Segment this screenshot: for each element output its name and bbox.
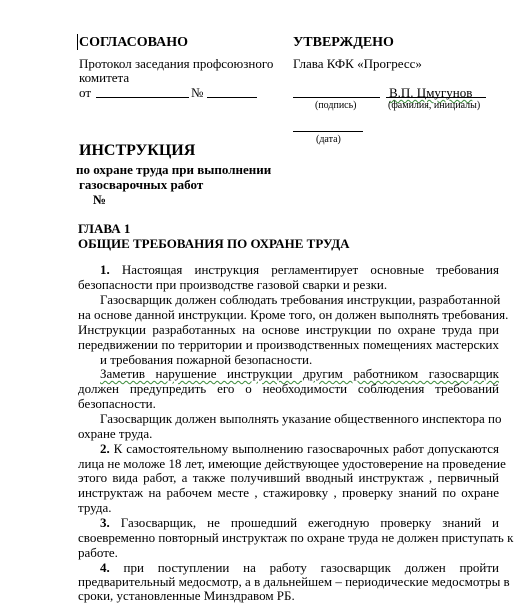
agreed-title: СОГЛАСОВАНО [79,35,188,50]
instruction-number: № [93,192,107,207]
subtitle-line-1: по охране труда при выполнении [76,162,272,177]
p6-line-3: работе. [78,545,118,560]
p3-line-2: должен предупредить его о необходимости соблюдения требований [78,381,499,396]
date-caption: (дата) [316,134,341,145]
p3-line-1: Заметив нарушение инструкции другим работником газосварщик [100,366,499,381]
p5-line-5: труда. [78,500,112,515]
signature-caption: (подпись) [315,100,357,111]
signature-line [293,97,380,98]
name-line [386,97,486,98]
from-label: от [79,85,92,100]
p6-line-2: своевременно повторный инструктаж по охране труда не должен приступать к [78,530,514,545]
text-cursor [77,34,78,50]
head-name: В.П. Цмугунов [389,85,473,100]
chapter-title: ОБЩИЕ ТРЕБОВАНИЯ ПО ОХРАНЕ ТРУДА [78,236,350,251]
p2-line-4: передвижении по территории и производственных помещениях мастерских [78,337,499,352]
chapter-label: ГЛАВА 1 [78,221,131,236]
subtitle-line-2: газосварочных работ [79,177,204,192]
head-label: Глава КФК «Прогресс» [293,56,422,71]
name-caption: (фамилия, инициалы) [388,100,481,111]
p5-line-4: инструктаж на рабочем месте , стажировку , проверку знаний по охране [78,485,499,500]
p4-line-2: охране труда. [78,426,153,441]
number-blank-line [207,97,257,98]
p5-line-1: 2. К самостоятельному выполнению газосварочных работ допускаются [100,441,500,456]
p1-line-1: 1. Настоящая инструкция регламентирует основные требования [100,262,499,277]
date-blank-line [96,97,189,98]
protocol-line-1: Протокол заседания профсоюзного [79,56,274,71]
p2-line-3: Инструкции разработанных на основе инструкции по охране труда при [78,322,499,337]
p7-line-2: предварительный медосмотр, а в дальнейшем – периодические медосмотры в [78,574,510,589]
p3-line-3: безопасности. [78,396,156,411]
number-label: № [191,85,204,100]
p4-line-1: Газосварщик должен выполнять указание общественного инспектора по [100,411,502,426]
p2-line-1: Газосварщик должен соблюдать требования инструкции, разработанной [100,292,501,307]
p7-line-3: сроки, установленные Минздравом РБ. [78,588,295,603]
p5-line-2: лица не моложе 18 лет, имеющие действующее удостоверение на проведение [78,456,506,471]
protocol-line-2: комитета [79,70,130,85]
p1-line-2: безопасности при производстве газовой сварки и резки. [78,277,388,292]
instruction-title: ИНСТРУКЦИЯ [79,142,196,159]
p7-line-1: 4. при поступлении на работу газосварщик должен пройти [100,560,499,575]
approved-title: УТВЕРЖДЕНО [293,35,394,50]
p6-line-1: 3. Газосварщик, не прошедший ежегодную проверку знаний и [100,515,499,530]
p5-line-3: этого вида работ, а также получивший вводный инструктаж , первичный [78,470,499,485]
date-line [293,131,363,132]
p2-line-5: и требования пожарной безопасности. [100,352,313,367]
p2-line-2: на основе данной инструкции. Кроме того, он должен выполнять требования. [78,307,509,322]
